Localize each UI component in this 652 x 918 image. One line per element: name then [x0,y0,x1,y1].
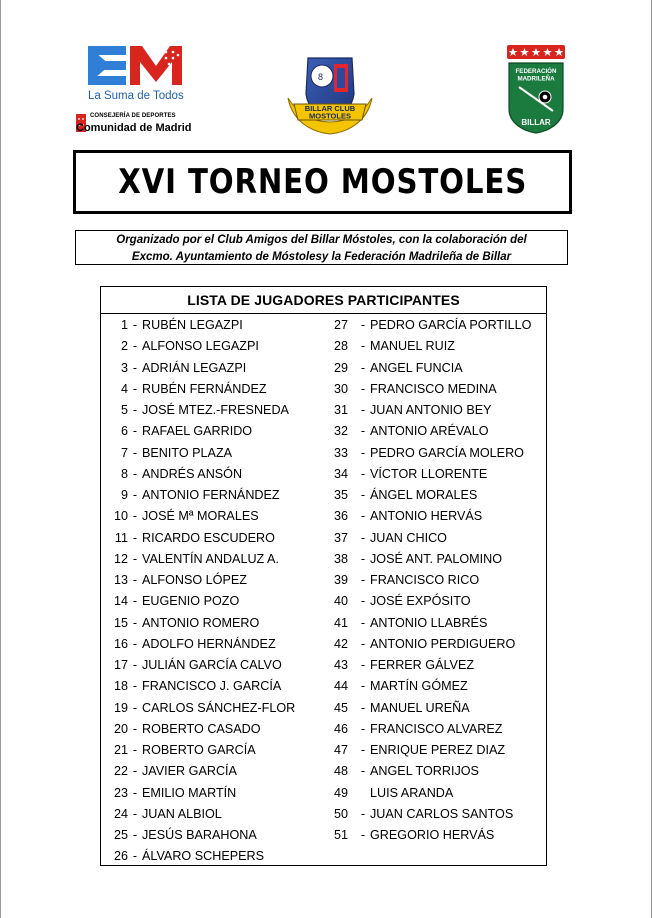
player-number: 47 [334,743,349,757]
player-item [114,676,295,697]
comunidad-slogan: La Suma de Todos [88,90,184,102]
player-separator: - [132,573,138,587]
player-separator: - [132,658,138,672]
player-item [114,761,295,782]
club-logo-line1: BILLAR CLUB [304,104,356,113]
player-number: 11 [114,530,128,545]
player-number: 38 [334,551,349,566]
player-separator: - [132,849,138,864]
player-number: 39 [334,573,349,587]
player-item [334,315,531,336]
player-separator: - [132,381,138,396]
player-separator: - [360,828,366,842]
player-separator: - [360,403,366,417]
player-separator: - [132,636,138,651]
player-number: 19 [114,700,129,715]
player-separator: - [360,806,366,821]
player-number: 24 [114,806,129,821]
player-separator: - [132,530,138,545]
player-separator: - [132,339,138,354]
player-separator: - [132,488,138,502]
player-number: 26 [114,849,129,864]
player-item [334,783,531,804]
player-number: 33 [334,445,349,460]
player-number: 18 [114,679,129,694]
player-item [114,570,295,591]
player-number: 2 [120,339,128,354]
player-item [334,485,531,506]
player-number: 4 [120,381,128,396]
player-number: 42 [334,636,349,651]
player-separator: - [360,743,366,757]
player-item [114,443,295,464]
player-name: ROBERTO GARCÍA [142,743,256,757]
player-separator: - [132,551,138,566]
player-name: JUAN CHICO [370,530,447,545]
player-name: FRANCISCO ALVAREZ [370,721,503,736]
player-item [114,358,295,379]
player-item [114,379,295,400]
player-item [334,549,531,570]
player-name: RICARDO ESCUDERO [142,530,275,545]
player-item [114,485,295,506]
player-separator: - [132,828,138,842]
player-number: 6 [120,424,128,439]
player-item [334,740,531,761]
player-number: 23 [114,785,129,800]
svg-text:8: 8 [318,72,324,82]
page-border-left [0,0,1,918]
player-number: 25 [114,828,129,842]
player-name: MANUEL UREÑA [370,700,470,715]
player-number: 50 [334,806,349,821]
player-column-left [114,315,295,868]
player-name: PEDRO GARCÍA MOLERO [370,445,524,460]
player-separator: - [360,530,366,545]
player-name: ÁLVARO SCHEPERS [142,849,265,864]
player-item [334,336,531,357]
player-item [334,655,531,676]
player-number: 32 [334,424,349,439]
player-separator: - [132,615,138,630]
player-separator: - [132,721,138,736]
player-name: BENITO PLAZA [142,445,233,460]
player-name: PEDRO GARCÍA PORTILLO [370,318,532,332]
player-number: 48 [334,764,349,779]
player-item [334,400,531,421]
player-number: 49 [334,785,349,800]
player-name: CARLOS SÁNCHEZ-FLOR [142,700,296,715]
player-separator: - [132,318,138,332]
player-name: ALFONSO LEGAZPI [142,339,259,354]
player-separator: - [360,700,366,715]
player-number: 34 [334,466,349,481]
player-item [334,421,531,442]
player-item [334,358,531,379]
player-item [334,613,531,634]
player-name: RUBÉN LEGAZPI [142,318,243,332]
player-name: FRANCISCO MEDINA [370,381,497,396]
player-name: ALFONSO LÓPEZ [142,573,247,587]
player-item [334,591,531,612]
player-separator: - [360,615,366,630]
player-item [334,825,531,846]
player-item [114,783,295,804]
player-item [114,613,295,634]
player-item [114,336,295,357]
player-name: FRANCISCO RICO [370,573,480,587]
player-number: 9 [120,488,128,502]
player-number: 37 [334,530,349,545]
player-name: RAFAEL GARRIDO [142,424,253,439]
tournament-title-box [73,150,572,214]
player-item [114,400,295,421]
player-item [114,528,295,549]
player-name: JESÚS BARAHONA [142,828,257,842]
player-item [334,570,531,591]
player-separator: - [360,466,366,481]
player-item [114,634,295,655]
player-name: JULIÁN GARCÍA CALVO [142,658,282,672]
player-separator: - [132,806,138,821]
player-separator: - [360,424,366,439]
player-separator: - [360,658,366,672]
player-name: ÁNGEL MORALES [370,488,478,502]
fed-logo-line1: FEDERACIÓN [515,68,557,75]
player-number: 17 [114,658,129,672]
player-separator: - [360,360,366,375]
player-number: 10 [114,509,129,524]
player-number: 29 [334,360,349,375]
player-item [114,591,295,612]
player-list-header: LISTA DE JUGADORES PARTICIPANTES [101,287,546,314]
player-separator: - [360,509,366,524]
player-name: MANUEL RUIZ [370,339,455,354]
player-separator: - [132,403,138,417]
player-item [334,443,531,464]
player-item [334,506,531,527]
player-item [334,676,531,697]
player-number: 16 [114,636,129,651]
player-number: 21 [114,743,129,757]
organizer-box [75,230,568,265]
player-number: 14 [114,594,129,609]
player-name: ANTONIO HERVÁS [370,509,483,524]
player-separator: - [360,764,366,779]
player-name: ANTONIO LLABRÉS [370,615,488,630]
player-number: 41 [334,615,349,630]
player-name: JOSÉ MTEZ.-FRESNEDA [142,403,289,417]
player-item [334,634,531,655]
player-name: VALENTÍN ANDALUZ A. [142,551,279,566]
player-name: ENRIQUE PEREZ DIAZ [370,743,506,757]
player-name: ANGEL TORRIJOS [370,764,479,779]
player-item [334,761,531,782]
player-separator: - [360,636,366,651]
player-item [334,719,531,740]
player-item [334,464,531,485]
player-item [334,698,531,719]
player-separator: - [132,466,138,481]
player-name: ROBERTO CASADO [142,721,261,736]
player-item [114,719,295,740]
player-name: ANTONIO PERDIGUERO [370,636,516,651]
consejeria-label: CONSEJERÍA DE DEPORTES [90,113,176,119]
player-separator: - [132,679,138,694]
player-name: LUIS ARANDA [370,785,454,800]
player-item [114,549,295,570]
player-name: ANDRÉS ANSÓN [142,466,243,481]
player-name: EMILIO MARTÍN [142,785,237,800]
player-number: 35 [334,488,349,502]
player-name: ADOLFO HERNÁNDEZ [142,636,276,651]
player-separator: - [360,339,366,354]
player-number: 51 [334,828,349,842]
player-number: 22 [114,764,129,779]
player-number: 30 [334,381,349,396]
organizer-line-1: Organizado por el Club Amigos del Billar Móstoles, con la colaboración del [116,234,527,246]
player-separator: - [132,764,138,779]
player-separator: - [132,424,138,439]
player-name: VÍCTOR LLORENTE [370,466,488,481]
player-separator: - [132,594,138,609]
player-number: 8 [120,466,128,481]
player-number: 7 [120,445,128,460]
player-separator: - [132,360,138,375]
player-name: JAVIER GARCÍA [142,764,237,779]
player-name: JOSÉ ANT. PALOMINO [370,551,503,566]
player-separator: - [132,700,138,715]
player-item [334,804,531,825]
fed-logo-line2: MADRILEÑA [517,75,555,83]
player-number: 28 [334,339,349,354]
player-item [114,804,295,825]
player-name: FERRER GÁLVEZ [370,658,475,672]
player-number: 46 [334,721,349,736]
player-item [114,825,295,846]
player-number: 1 [120,318,128,332]
player-item [114,698,295,719]
player-item [114,421,295,442]
player-number: 45 [334,700,349,715]
player-separator: - [360,573,366,587]
player-separator: - [360,721,366,736]
player-item [114,315,295,336]
player-number: 27 [334,318,349,332]
player-name: JUAN CARLOS SANTOS [370,806,514,821]
player-item [334,379,531,400]
billar-club-mostoles-logo [282,50,378,138]
comunidad-name: Comunidad de Madrid [76,122,192,134]
player-separator: - [132,445,138,460]
player-item [114,740,295,761]
player-item [114,846,295,867]
player-number: 44 [334,679,349,694]
player-column-right [334,315,531,846]
player-number: 3 [120,360,128,375]
player-name: GREGORIO HERVÁS [370,828,495,842]
player-separator: - [360,488,366,502]
player-item [334,528,531,549]
player-name: ADRIÁN LEGAZPI [142,360,247,375]
federacion-madrilena-logo [505,43,567,135]
player-number: 43 [334,658,349,672]
player-number: 31 [334,403,349,417]
player-number: 20 [114,721,129,736]
player-item [114,464,295,485]
player-separator: - [360,679,366,694]
player-name: ANTONIO ARÉVALO [370,424,489,439]
tournament-title: XVI TORNEO MOSTOLES [118,162,527,202]
fed-logo-line3: BILLAR [521,118,551,127]
player-number: 15 [114,615,129,630]
organizer-line-2: Excmo. Ayuntamiento de Móstolesy la Federación Madrileña de Billar [131,250,512,263]
player-item [114,506,295,527]
player-separator: - [360,318,366,332]
player-list-box [100,286,547,866]
player-name: MARTÍN GÓMEZ [370,679,468,694]
player-name: JOSÉ EXPÓSITO [370,594,471,609]
player-separator: - [132,509,138,524]
player-name: FRANCISCO J. GARCÍA [142,679,282,694]
player-name: EUGENIO POZO [142,594,240,609]
player-number: 36 [334,509,349,524]
player-name: ANTONIO ROMERO [142,615,260,630]
player-item [114,655,295,676]
player-separator: - [360,445,366,460]
player-name: JOSÉ Mª MORALES [142,509,259,524]
club-logo-line2: MOSTOLES [309,111,351,121]
player-name: JUAN ANTONIO BEY [370,403,492,417]
player-name: RUBÉN FERNÁNDEZ [142,381,267,396]
player-number: 13 [114,573,129,587]
player-separator: - [360,594,366,609]
player-separator: - [360,381,366,396]
player-separator: - [132,785,138,800]
player-name: JUAN ALBIOL [142,806,222,821]
player-separator: - [360,551,366,566]
player-separator: - [132,743,138,757]
player-name: ANTONIO FERNÁNDEZ [142,488,280,502]
player-number: 40 [334,594,349,609]
player-number: 12 [114,551,129,566]
player-number: 5 [120,403,128,417]
player-name: ANGEL FUNCIA [370,360,463,375]
